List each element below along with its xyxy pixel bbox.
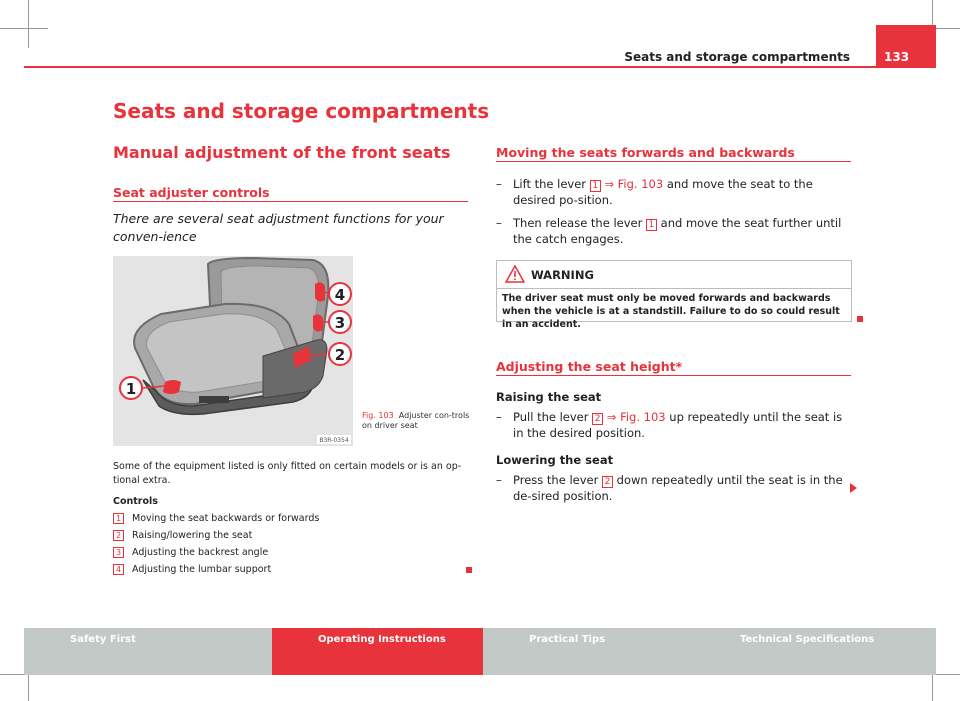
height-rule — [496, 375, 851, 376]
section-title: Manual adjustment of the front seats — [113, 143, 451, 162]
running-header: Seats and storage compartments — [624, 50, 850, 64]
crop-mark — [0, 28, 48, 29]
callout-2-label: 2 — [334, 346, 346, 364]
moving-step: – Lift the lever 1 ⇒ Fig. 103 and move the seat to the desired po-sition. — [496, 177, 813, 207]
raising-label: Raising the seat — [496, 390, 602, 404]
tab-technical-specifications[interactable]: Technical Specifications — [694, 628, 936, 675]
lever-ref: 1 — [646, 219, 657, 231]
chapter-title: Seats and storage compartments — [113, 99, 490, 123]
raising-step: – Pull the lever 2 ⇒ Fig. 103 up repeatedly until the seat is in the desired position. — [496, 410, 843, 440]
step-text: Lift the lever — [513, 177, 587, 191]
figure-caption-text: Adjuster con-trols on driver seat — [362, 411, 470, 430]
callout-1-label: 1 — [125, 380, 137, 398]
warning-title: WARNING — [531, 268, 594, 282]
lowering-label: Lowering the seat — [496, 453, 614, 467]
equipment-note: Some of the equipment listed is only fitted on certain models or is an op-tional extra. — [113, 461, 462, 486]
figure-caption — [362, 411, 472, 431]
footer-nav — [24, 628, 936, 675]
control-number: 1 — [113, 513, 124, 524]
figure-link[interactable]: ⇒ Fig. 103 — [604, 177, 664, 191]
tab-safety-first[interactable]: Safety First — [24, 628, 272, 675]
controls-label: Controls — [113, 496, 158, 507]
header-rule — [24, 66, 936, 68]
subsection-rule — [113, 201, 468, 202]
lever-ref: 2 — [592, 413, 603, 425]
step-text: Then release the lever — [513, 216, 643, 230]
lowering-step: – Press the lever 2 down repeatedly until the seat is in the de-sired position. — [496, 473, 843, 503]
callout-3-label: 3 — [334, 314, 346, 332]
step-text: down repeatedly until the seat is in the de-sired position. — [513, 473, 843, 503]
height-title: Adjusting the seat height* — [496, 359, 683, 374]
control-text: Raising/lowering the seat — [132, 530, 253, 541]
control-number: 4 — [113, 564, 124, 575]
control-item — [113, 513, 319, 524]
control-item — [113, 547, 268, 558]
control-text: Moving the seat backwards or forwards — [132, 513, 320, 524]
tab-operating-instructions[interactable]: Operating Instructions — [272, 628, 483, 675]
seat-illustration — [113, 256, 353, 446]
control-item — [113, 530, 252, 541]
continue-arrow-icon — [850, 483, 857, 493]
seat-figure — [113, 256, 353, 446]
control-text: Adjusting the backrest angle — [132, 547, 269, 558]
lever-ref: 1 — [590, 180, 601, 192]
page-number: 133 — [884, 50, 910, 64]
warning-icon — [505, 265, 525, 283]
moving-step: – Then release the lever 1 and move the seat further until the catch engages. — [496, 216, 842, 246]
section-end-mark — [857, 316, 863, 322]
control-number: 2 — [113, 530, 124, 541]
step-text: and move the seat to the desired po-sition. — [513, 177, 813, 207]
crop-mark — [28, 0, 29, 48]
callout-4-label: 4 — [334, 286, 346, 304]
lever-ref: 2 — [602, 476, 613, 488]
step-text: and move the seat further until the catch engages. — [513, 216, 842, 246]
step-text: up repeatedly until the seat is in the desired position. — [513, 410, 843, 440]
section-end-mark — [466, 567, 472, 573]
tab-practical-tips[interactable]: Practical Tips — [483, 628, 694, 675]
moving-title: Moving the seats forwards and backwards — [496, 145, 795, 160]
figure-caption-ref: Fig. 103 — [362, 411, 394, 420]
image-code: B3R-0354 — [319, 437, 349, 444]
control-text: Adjusting the lumbar support — [132, 564, 272, 575]
warning-text: The driver seat must only be moved forwards and backwards when the vehicle is at a standstill. Failure to do so could result in an accident. — [502, 293, 840, 330]
control-item — [113, 564, 271, 575]
control-number: 3 — [113, 547, 124, 558]
intro-text: There are several seat adjustment functions for your conven-ience — [113, 211, 444, 244]
moving-rule — [496, 161, 851, 162]
subsection-title: Seat adjuster controls — [113, 185, 270, 200]
figure-link[interactable]: ⇒ Fig. 103 — [606, 410, 666, 424]
step-text: Press the lever — [513, 473, 599, 487]
step-text: Pull the lever — [513, 410, 589, 424]
